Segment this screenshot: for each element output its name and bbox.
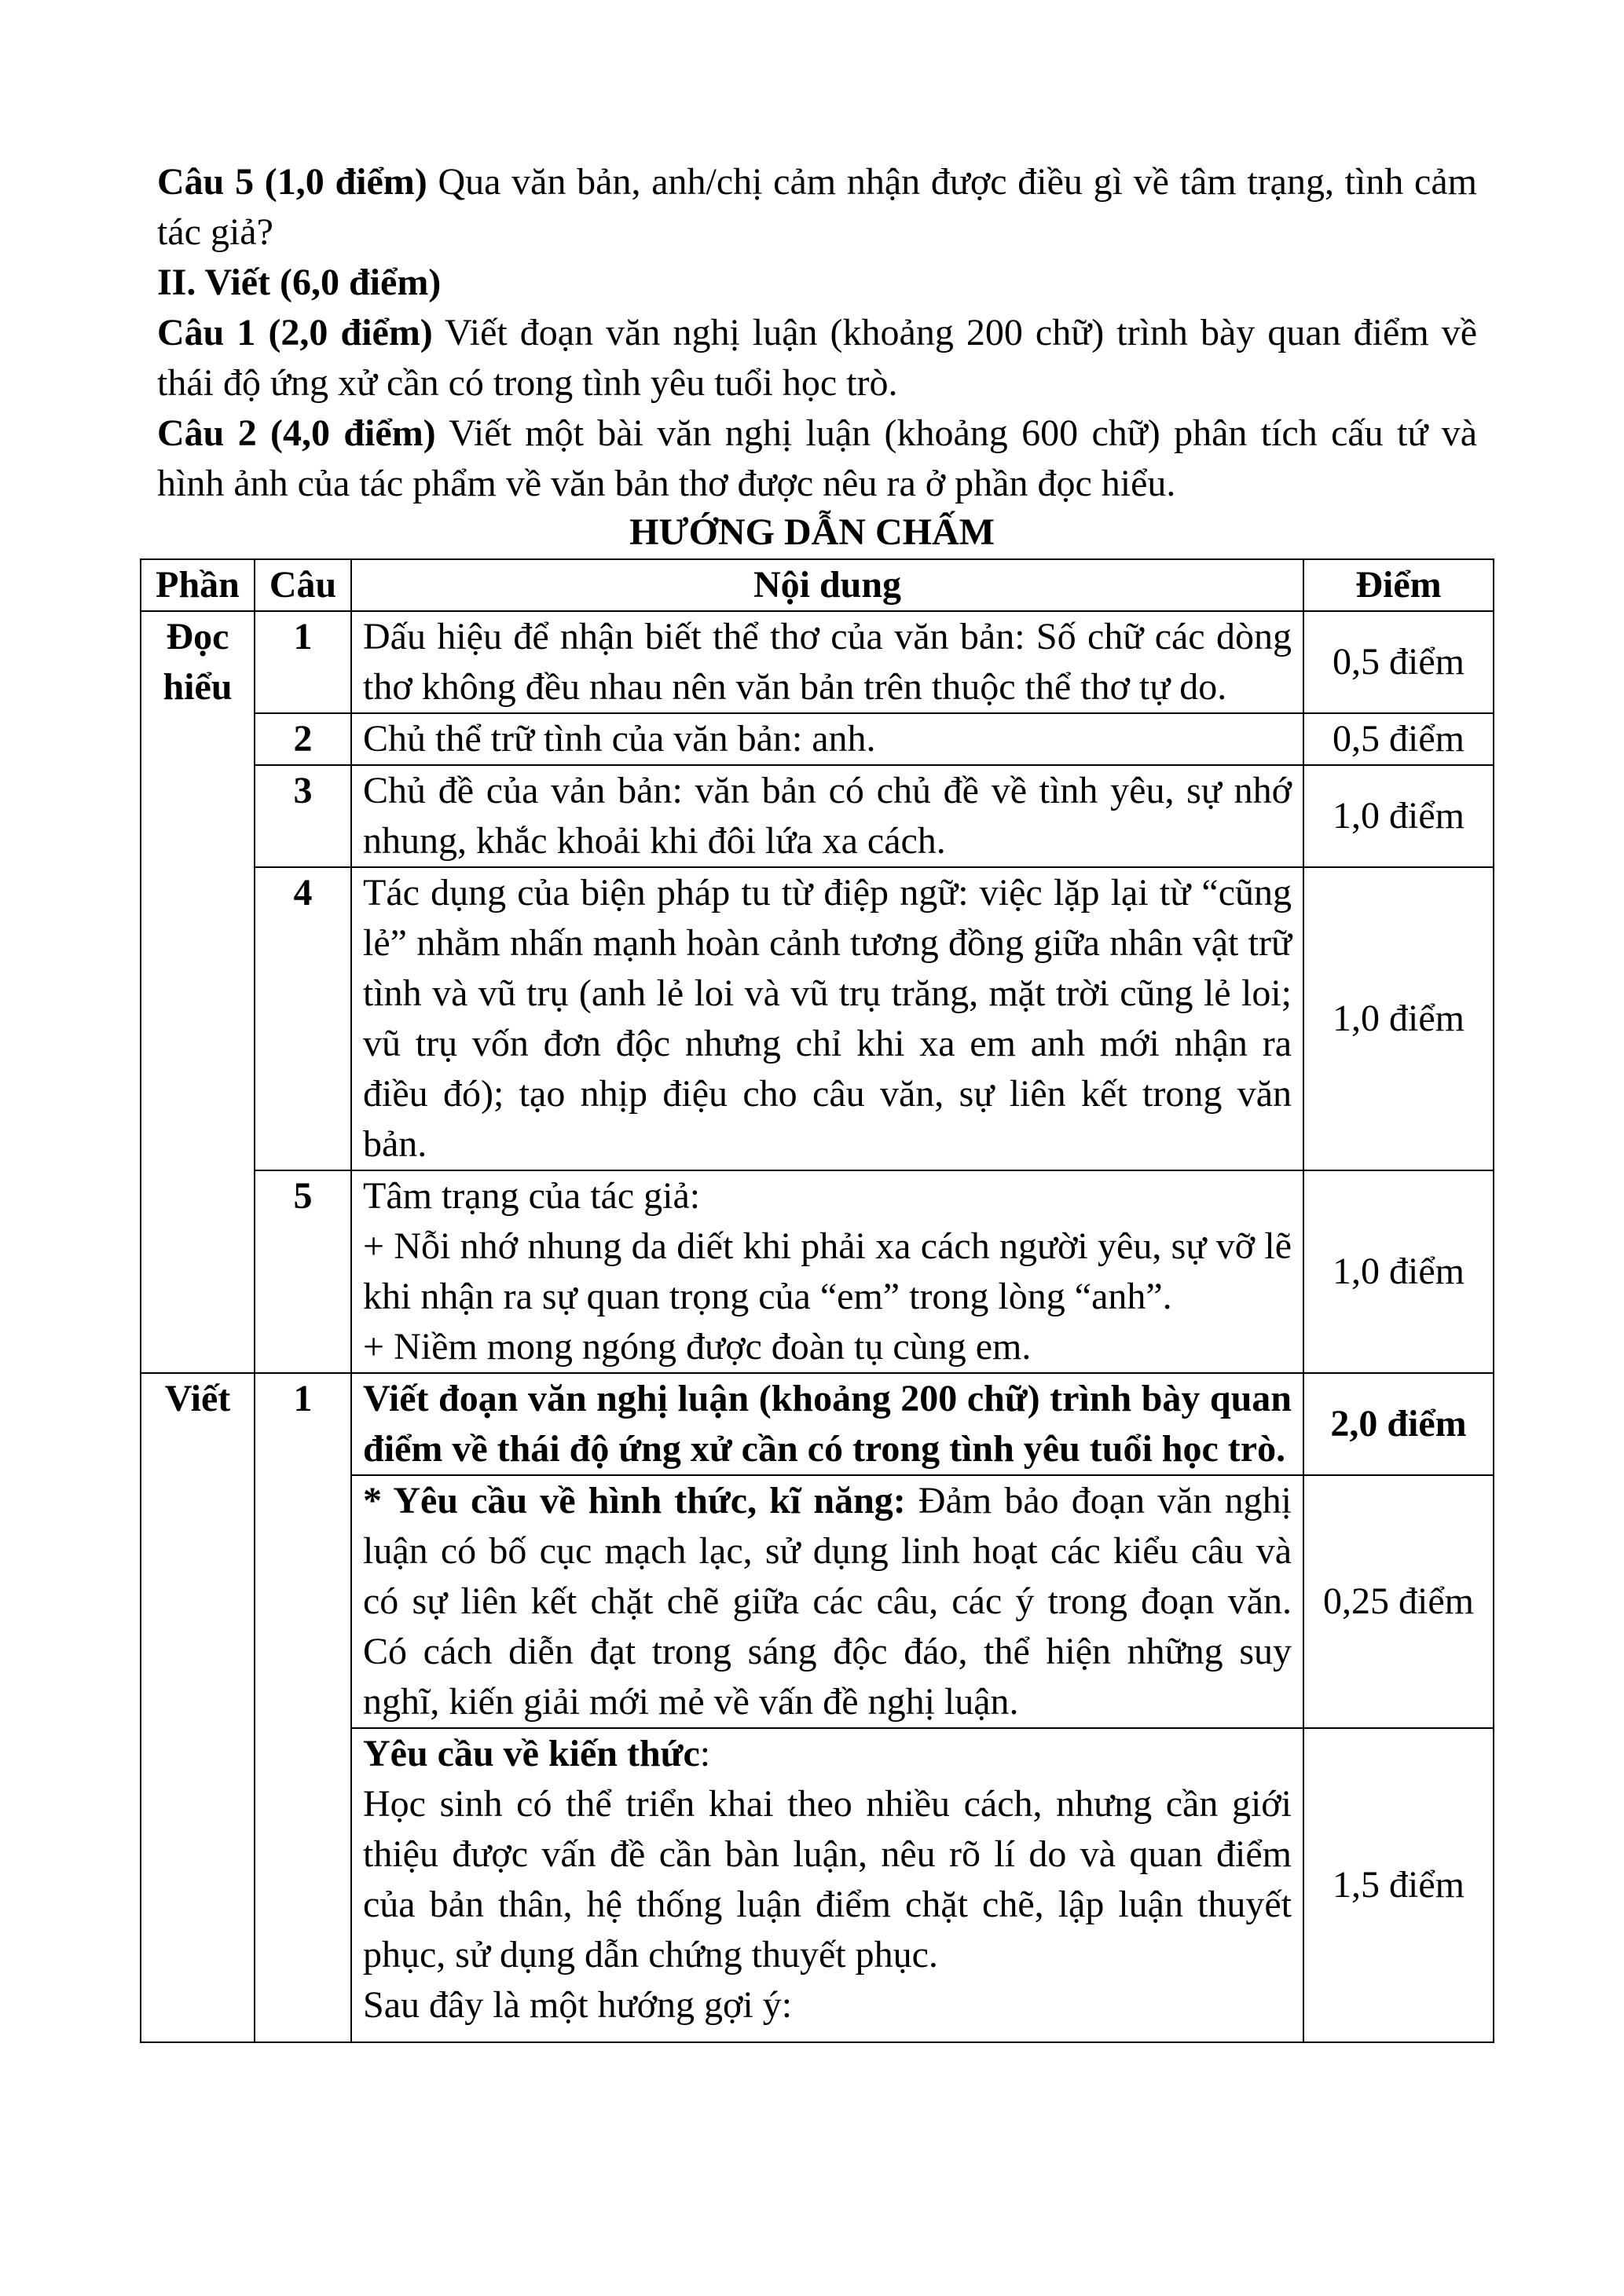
requirement-label-suffix: :	[699, 1733, 711, 1774]
header-phan: Phần	[141, 559, 255, 611]
row-content	[351, 1170, 1303, 1373]
row-score: 1,5 điểm	[1303, 1728, 1494, 2042]
grading-table	[140, 558, 1494, 2043]
row-content: Chủ đề của vản bản: văn bản có chủ đề về tình yêu, sự nhớ nhung, khắc khoải khi đôi lứa xa cách.	[351, 765, 1303, 867]
header-noi-dung: Nội dung	[351, 559, 1303, 611]
requirement-extra: Sau đây là một hướng gợi ý:	[363, 1984, 793, 2026]
row-score: 0,5 điểm	[1303, 713, 1494, 765]
content-line: Tâm trạng của tác giả:	[363, 1175, 701, 1217]
writing-question-2	[157, 408, 1477, 509]
question-5-text: Qua văn bản, anh/chị cảm nhận được điều gì về tâm trạng, tình cảm tác giả?	[157, 161, 1478, 253]
row-cau: 4	[255, 867, 351, 1170]
requirement-text: Đảm bảo đoạn văn nghị luận có bố cục mạch lạc, sử dụng linh hoạt các kiểu câu và có sự liên kết chặt chẽ giữa các câu, các ý trong đoạn văn. Có cách diễn đạt trong sáng độc đáo, thể hiện những suy nghĩ, kiến giải mới mẻ về vấn đề nghị luận.	[363, 1480, 1292, 1723]
table-row	[141, 765, 1494, 867]
requirement-text: Học sinh có thể triển khai theo nhiều cách, nhưng cần giới thiệu được vấn đề cần bàn luận, nêu rõ lí do và quan điểm của bản thân, hệ thống luận điểm chặt chẽ, lập luận thuyết phục, sử dụng dẫn chứng thuyết phục.	[363, 1783, 1292, 1976]
row-score: 1,0 điểm	[1303, 1170, 1494, 1373]
table-row	[141, 713, 1494, 765]
writing-question-1-label: Câu 1 (2,0 điểm)	[157, 312, 433, 353]
content-line: + Nỗi nhớ nhung da diết khi phải xa cách người yêu, sự vỡ lẽ khi nhận ra sự quan trọng của “em” trong lòng “anh”.	[363, 1225, 1292, 1317]
table-row	[141, 1373, 1494, 1475]
writing-question-2-label: Câu 2 (4,0 điểm)	[157, 412, 436, 454]
header-diem: Điểm	[1303, 559, 1494, 611]
requirement-label: * Yêu cầu về hình thức, kĩ năng:	[363, 1480, 906, 1522]
table-row	[141, 867, 1494, 1170]
writing-question-1	[157, 308, 1477, 408]
content-line: + Niềm mong ngóng được đoàn tụ cùng em.	[363, 1326, 1032, 1368]
row-score: 1,0 điểm	[1303, 765, 1494, 867]
row-cau: 1	[255, 611, 351, 713]
row-content	[351, 1475, 1303, 1728]
row-content: Viết đoạn văn nghị luận (khoảng 200 chữ) trình bày quan điểm về thái độ ứng xử cần có trong tình yêu tuổi học trò.	[351, 1373, 1303, 1475]
header-cau: Câu	[255, 559, 351, 611]
row-score: 1,0 điểm	[1303, 867, 1494, 1170]
row-content: Dấu hiệu để nhận biết thể thơ của văn bản: Số chữ các dòng thơ không đều nhau nên văn bản trên thuộc thể thơ tự do.	[351, 611, 1303, 713]
section-doc-hieu: Đọc hiểu	[141, 611, 255, 1373]
row-content: Chủ thể trữ tình của văn bản: anh.	[351, 713, 1303, 765]
row-score: 2,0 điểm	[1303, 1373, 1494, 1475]
question-5-label: Câu 5 (1,0 điểm)	[157, 161, 427, 203]
row-score: 0,25 điểm	[1303, 1475, 1494, 1728]
table-row	[141, 1170, 1494, 1373]
row-content: Tác dụng của biện pháp tu từ điệp ngữ: việc lặp lại từ “cũng lẻ” nhằm nhấn mạnh hoàn cảnh tương đồng giữa nhân vật trữ tình và vũ trụ (anh lẻ loi và vũ trụ trăng, mặt trời cũng lẻ loi; vũ trụ vốn đơn độc nhưng chỉ khi xa em anh mới nhận ra điều đó); tạo nhịp điệu cho câu văn, sự liên kết trong văn bản.	[351, 867, 1303, 1170]
row-cau: 1	[255, 1373, 351, 2042]
section-viet: Viết	[141, 1373, 255, 2042]
row-content	[351, 1728, 1303, 2042]
section-2-title: II. Viết (6,0 điểm)	[157, 262, 442, 303]
requirement-label: Yêu cầu về kiến thức	[363, 1733, 700, 1774]
row-score: 0,5 điểm	[1303, 611, 1494, 713]
writing-question-1-text: Viết đoạn văn nghị luận (khoảng 200 chữ) trình bày quan điểm về thái độ ứng xử cần có trong tình yêu tuổi học trò.	[157, 312, 1477, 404]
table-header-row	[141, 559, 1494, 611]
row-cau: 3	[255, 765, 351, 867]
table-row	[141, 611, 1494, 713]
guide-title: HƯỚNG DẪN CHẤM	[629, 511, 995, 553]
row-cau: 5	[255, 1170, 351, 1373]
row-cau: 2	[255, 713, 351, 765]
writing-question-2-text: Viết một bài văn nghị luận (khoảng 600 chữ) phân tích cấu tứ và hình ảnh của tác phẩm về văn bản thơ được nêu ra ở phần đọc hiểu.	[157, 412, 1478, 504]
question-5	[157, 157, 1477, 258]
